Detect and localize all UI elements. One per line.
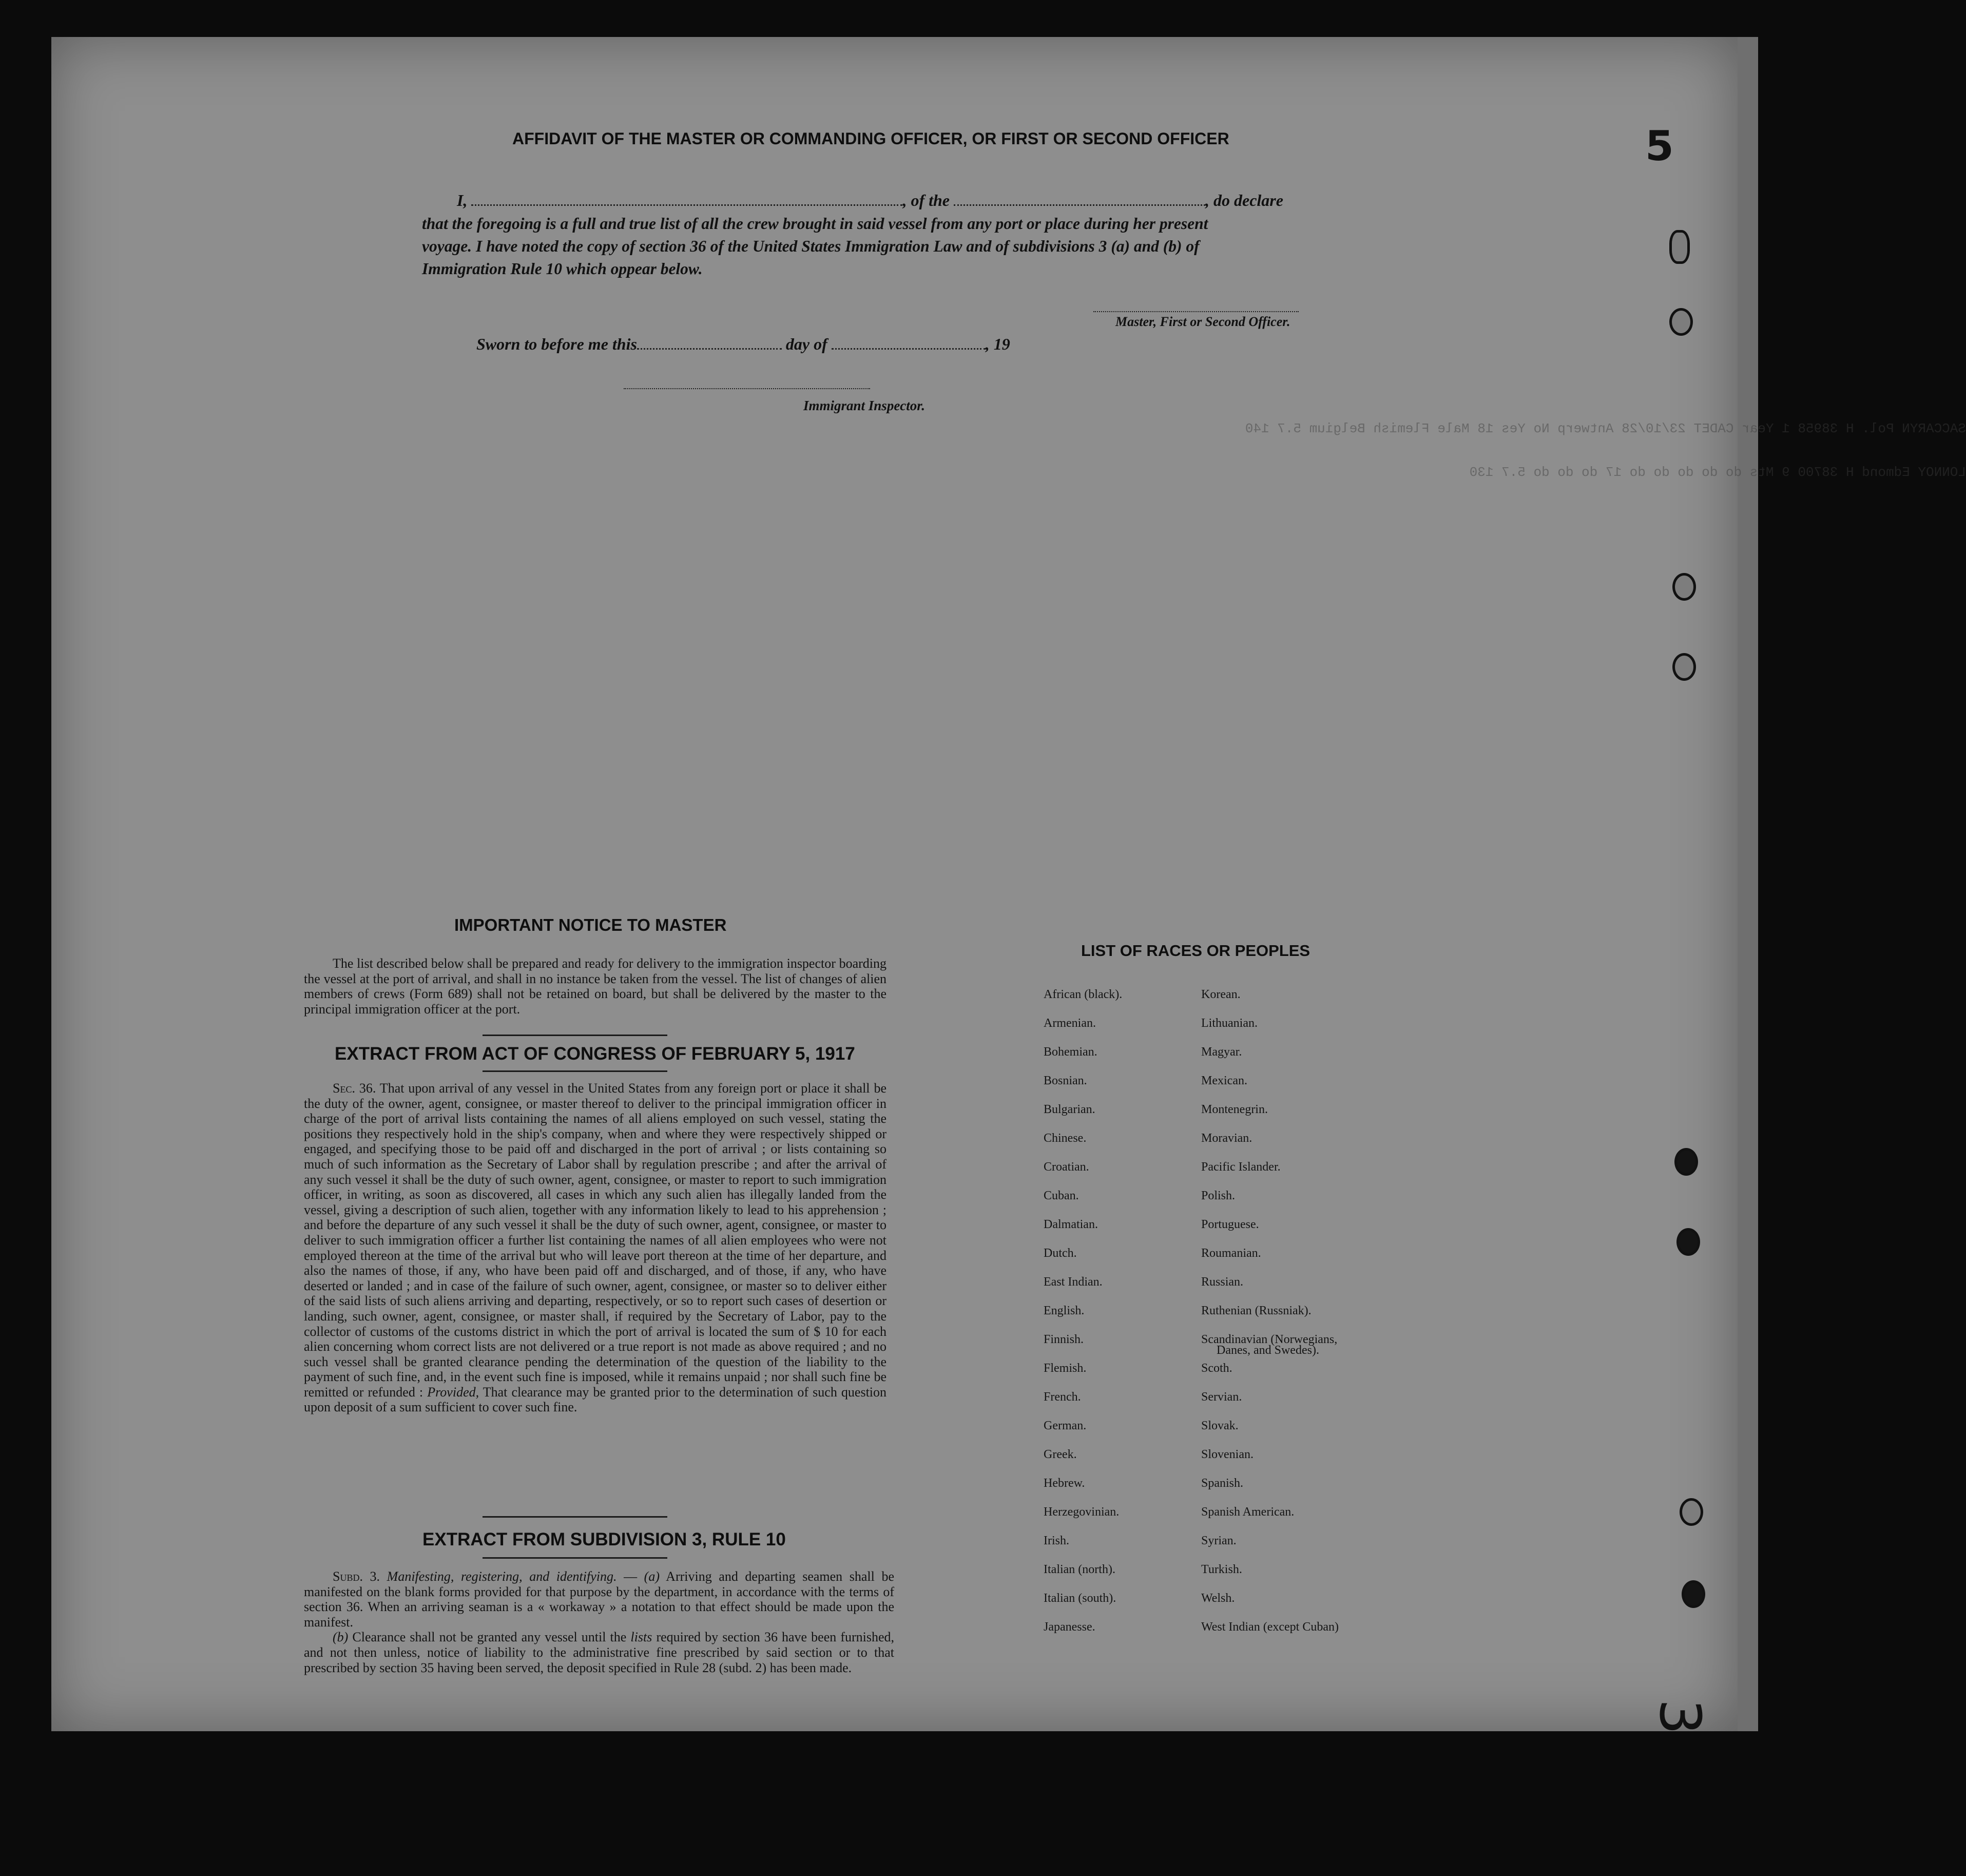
subd-b-lists: lists xyxy=(630,1630,652,1645)
races-item: Welsh. xyxy=(1201,1592,1235,1605)
races-item: Bohemian. xyxy=(1044,1045,1097,1059)
binder-hole xyxy=(1680,1498,1703,1526)
binder-hole xyxy=(1682,1580,1705,1608)
races-item: African (black). xyxy=(1044,988,1123,1001)
subd-a-label: (a) xyxy=(644,1569,660,1584)
races-item: Roumanian. xyxy=(1201,1247,1261,1260)
races-item: Danes, and Swedes). xyxy=(1217,1344,1319,1357)
extract-act-title: EXTRACT FROM ACT OF CONGRESS OF FEBRUARY 5, 1917 xyxy=(335,1044,855,1064)
races-item: Armenian. xyxy=(1044,1017,1096,1030)
of-the-label: , of the xyxy=(902,191,950,209)
races-scandinavian-continuation xyxy=(1217,1344,1319,1356)
document-page xyxy=(51,37,1738,1731)
races-title: LIST OF RACES OR PEOPLES xyxy=(1081,942,1310,960)
officer-signature-line[interactable] xyxy=(1093,311,1299,312)
margin-number-bottom: 3 xyxy=(1647,1699,1713,1735)
day-of-label: day of xyxy=(785,335,827,353)
affidavit-declaration-line xyxy=(457,191,1329,210)
do-declare-label: , do declare xyxy=(1205,191,1283,209)
races-item: Italian (north). xyxy=(1044,1563,1115,1576)
i-label: I, xyxy=(457,191,468,209)
races-item: Montenegrin. xyxy=(1201,1103,1268,1116)
races-item: Herzegovinian. xyxy=(1044,1505,1120,1519)
year-label: , 19 xyxy=(985,335,1010,353)
races-item: Hebrew. xyxy=(1044,1477,1085,1490)
bleed-through-row-2: LONNOY Edmond H 38700 9 Mts do do do do do 17 do do do 5.7 130 xyxy=(1469,465,1966,480)
races-item: Dalmatian. xyxy=(1044,1218,1098,1231)
binder-hole xyxy=(1672,653,1696,681)
races-item: Slovenian. xyxy=(1201,1448,1254,1461)
races-item: West Indian (except Cuban) xyxy=(1201,1620,1339,1634)
officer-title-label: Master, First or Second Officer. xyxy=(1115,314,1290,329)
affidavit-text-line-1: that the foregoing is a full and true list of all the crew brought in said vessel from any port or place during her present xyxy=(422,215,1208,233)
binder-hole xyxy=(1674,1148,1698,1176)
races-item: Scoth. xyxy=(1201,1362,1232,1375)
officer-name-field[interactable] xyxy=(471,204,902,206)
notice-paragraph: The list described below shall be prepared and ready for delivery to the immigration inspector boarding the vessel at the port of arrival, and shall in no instance be taken from the vessel. The list of changes of alien members of crews (Form 689) shall not be retained on board, but shall be delivered by the master to the principal immigration officer at the port. xyxy=(304,956,886,1017)
extract-rule-divider xyxy=(483,1557,667,1559)
races-item: Greek. xyxy=(1044,1448,1077,1461)
extract-rule-text: Subd. 3. Manifesting, registering, and identifying. — (a) Arriving and departing seamen shall be manifested on the blank forms provided for that purpose by the department, in accordance with the terms of section 36. When an arriving seaman is a « workaway » a notation to that effect should be made upon the manifest. (b) Clearance shall not be granted any vessel until the lists required by section 36 have been furnished, and not then unless, notice of liability to the administrative fine prescribed by said section or to that prescribed by section 35 having been served, the deposit specified in Rule 28 (subd. 2) has been made. xyxy=(304,1569,895,1675)
sworn-label: Sworn to before me this xyxy=(476,335,637,353)
bleed-through-row-1: SACCARYN Pol. H 38958 1 Year CADET 23/10/28 Antwerp No Yes 18 Male Flemish Belgium 5.7 140 xyxy=(1245,421,1966,436)
races-item: Bulgarian. xyxy=(1044,1103,1095,1116)
binder-hole xyxy=(1672,573,1696,601)
races-item: Magyar. xyxy=(1201,1045,1242,1059)
races-item: Ruthenian (Russniak). xyxy=(1201,1304,1312,1317)
notice-divider xyxy=(483,1035,667,1036)
races-item: Italian (south). xyxy=(1044,1592,1116,1605)
races-item: Slovak. xyxy=(1201,1419,1239,1432)
page-edge xyxy=(1738,37,1758,1731)
races-item: Syrian. xyxy=(1201,1534,1237,1547)
inspector-signature-line[interactable] xyxy=(624,388,870,389)
races-item: Polish. xyxy=(1201,1189,1236,1202)
sworn-line xyxy=(476,335,1010,354)
vessel-name-field[interactable] xyxy=(954,204,1205,206)
races-item: Turkish. xyxy=(1201,1563,1242,1576)
affidavit-title: AFFIDAVIT OF THE MASTER OR COMMANDING OFFICER, OR FIRST OR SECOND OFFICER xyxy=(512,129,1229,148)
subd-heading: Manifesting, registering, and identifying. xyxy=(387,1569,617,1584)
extract-rule-divider-top xyxy=(483,1516,667,1518)
subd-b-text-1: Clearance shall not be granted any vessel until the xyxy=(352,1630,627,1645)
affidavit-text-line-3: Immigration Rule 10 which oppear below. xyxy=(422,260,703,278)
margin-number-top: 5 xyxy=(1645,122,1674,170)
races-item: English. xyxy=(1044,1304,1085,1317)
races-item: French. xyxy=(1044,1390,1081,1404)
binder-hole xyxy=(1676,1228,1700,1256)
sworn-day-field[interactable] xyxy=(637,348,782,350)
races-item: Moravian. xyxy=(1201,1132,1252,1145)
binder-hole xyxy=(1669,308,1693,336)
inspector-label: Immigrant Inspector. xyxy=(803,398,926,413)
subd-b-label: (b) xyxy=(333,1630,349,1645)
races-item: East Indian. xyxy=(1044,1275,1103,1289)
extract-act-divider xyxy=(483,1070,667,1072)
races-item: Bosnian. xyxy=(1044,1074,1087,1087)
races-item: Mexican. xyxy=(1201,1074,1247,1087)
races-item: Servian. xyxy=(1201,1390,1242,1404)
extract-rule-title: EXTRACT FROM SUBDIVISION 3, RULE 10 xyxy=(422,1529,786,1549)
sec-36-text: That upon arrival of any vessel in the United States from any foreign port or place it shall be the duty of the owner, agent, consignee, or master thereof to deliver to the principal immigration officer in charge of the port of arrival lists containing the names of all aliens employed on such vessel, stating the positions they respectively hold in the ship's company, when and where they were respectively shipped or engaged, and specifying those to be paid off and discharged in the port of arrival ; or lists containing so much of such information as the Secretary of Labor shall by regulation prescribe ; and after the arrival of any such vessel it shall be the duty of such owner, agent, consignee, or master to report to such immigration officer, in writing, as soon as discovered, all cases in which any such alien has illegally landed from the vessel, giving a description of such alien, together with any information likely to lead to his apprehension ; and before the departure of any such vessel it shall be the duty of such owner, agent, consignee, or master to deliver to such immigration officer a further list containing the names of all alien employees who were not employed thereon at the time of the arrival but who will leave port thereon at the time of her departure, and also the names of those, if any, who have been paid off and discharged, and of those, if any, who have deserted or landed ; and in case of the failure of such owner, agent, consignee, or master so to deliver either of the said lists of such aliens arriving and departing, respectively, or so to report such cases of desertion or landing, such owner, agent, consignee, or master shall, if required by the Secretary of Labor, pay to the collector of customs of the customs district in which the port of arrival is located the sum of $ 10 for each alien concerning whom correct lists are not delivered or a true report is not made as above required ; and no such vessel shall be granted clearance pending the determination of the question of the liability to the payment of such fine, and, in the event such fine is imposed, while it remains unpaid ; nor shall such fine be remitted or refunded : xyxy=(304,1081,886,1400)
races-column-1 xyxy=(1044,988,1122,1650)
races-item: Croatian. xyxy=(1044,1160,1089,1174)
races-item: German. xyxy=(1044,1419,1087,1432)
races-item: Korean. xyxy=(1201,988,1241,1001)
sworn-month-field[interactable] xyxy=(832,348,986,350)
races-column-2 xyxy=(1201,988,1339,1650)
races-item: Pacific Islander. xyxy=(1201,1160,1281,1174)
sec-36-text-end: That clearance may be granted prior to the determination of such question upon deposit of a sum sufficient to cover such fine. xyxy=(304,1384,887,1415)
races-item: Scandinavian (Norwegians, xyxy=(1201,1333,1338,1346)
races-item: Flemish. xyxy=(1044,1362,1087,1375)
races-item: Lithuanian. xyxy=(1201,1017,1258,1030)
races-item: Russian. xyxy=(1201,1275,1244,1289)
races-item: Portuguese. xyxy=(1201,1218,1259,1231)
races-item: Spanish. xyxy=(1201,1477,1244,1490)
notice-title: IMPORTANT NOTICE TO MASTER xyxy=(454,915,727,934)
extract-act-text xyxy=(304,1081,886,1415)
races-item: Finnish. xyxy=(1044,1333,1084,1346)
affidavit-text-line-2: voyage. I have noted the copy of section 36 of the United States Immigration Law and of subdivisions 3 (a) and (b) of xyxy=(422,237,1200,255)
races-item: Irish. xyxy=(1044,1534,1069,1547)
subd-label: Subd. 3. xyxy=(333,1569,380,1584)
subd-b-text-2: required by section 36 have been furnished, and not then unless, notice of liability to the administrative fine prescribed by said section or to that prescribed by section 35 having been served, the deposit specified in Rule 28 (subd. 2) has been made. xyxy=(304,1630,895,1675)
races-item: Spanish American. xyxy=(1201,1505,1295,1519)
binder-hole xyxy=(1669,230,1690,264)
sec-label: Sec. 36. xyxy=(333,1081,376,1096)
subd-a-text: Arriving and departing seamen shall be manifested on the blank forms provided for that purpose by the department, in accordance with the terms of section 36. When an arriving seaman is a « workaway » a notation to that effect should be made upon the manifest. xyxy=(304,1569,895,1630)
races-item: Cuban. xyxy=(1044,1189,1079,1202)
races-item: Dutch. xyxy=(1044,1247,1077,1260)
races-item: Japanesse. xyxy=(1044,1620,1095,1634)
notice-text xyxy=(304,956,886,1017)
races-item: Chinese. xyxy=(1044,1132,1087,1145)
provided-label: Provided, xyxy=(427,1384,479,1400)
